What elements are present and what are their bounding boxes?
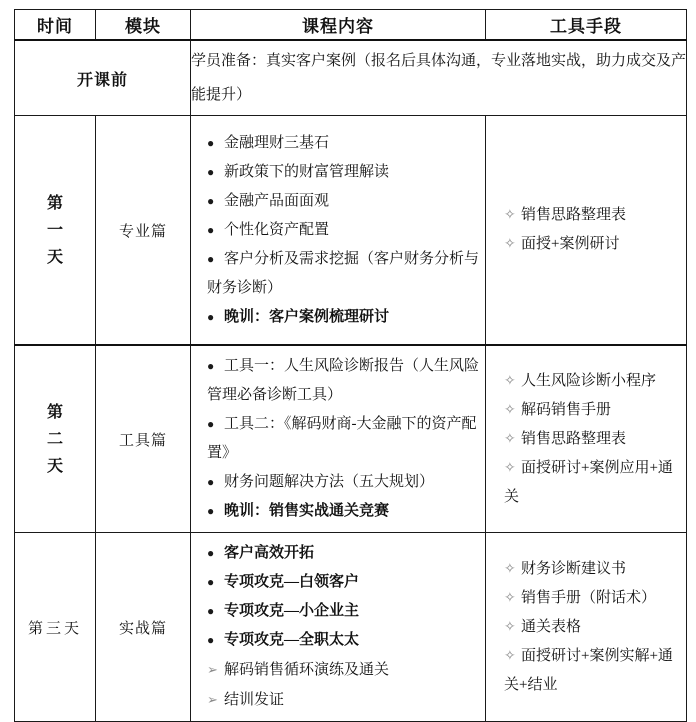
course-item bbox=[207, 245, 479, 303]
time-char: 天 bbox=[46, 248, 63, 266]
diamond-bullet-icon: ✧ bbox=[504, 208, 516, 223]
dot-bullet-icon: ● bbox=[207, 193, 215, 208]
course-cell-day-2 bbox=[191, 345, 486, 533]
time-char: 第 bbox=[46, 403, 63, 421]
dot-bullet-icon: ● bbox=[207, 359, 215, 373]
time-char: 第 bbox=[46, 194, 63, 212]
course-item-label: 工具二：《解码财商-大金融下的资产配置》 bbox=[207, 416, 477, 461]
time-label-pre-course: 开课前 bbox=[15, 40, 191, 116]
course-item-label: 金融理财三基石 bbox=[224, 134, 330, 151]
course-list-day-3 bbox=[191, 533, 485, 721]
column-header-course: 课程内容 bbox=[191, 10, 486, 41]
course-item-label: 客户分析及需求挖掘（客户财务分析与财务诊断） bbox=[207, 250, 480, 296]
tool-item-label: 面授研讨+案例实解+通关+结业 bbox=[504, 647, 673, 693]
course-item-label: 晚训：客户案例梳理研讨 bbox=[224, 308, 390, 325]
tool-item bbox=[504, 584, 680, 613]
tool-item bbox=[504, 613, 680, 642]
dot-bullet-icon: ● bbox=[207, 546, 215, 560]
tool-item-label: 面授+案例研讨 bbox=[521, 236, 620, 252]
course-item-label: 专项攻克—小企业主 bbox=[224, 603, 360, 619]
tools-cell-day-3 bbox=[486, 533, 687, 722]
course-item bbox=[207, 216, 479, 245]
course-item bbox=[207, 468, 479, 497]
course-item bbox=[207, 352, 479, 410]
course-item-label: 个性化资产配置 bbox=[224, 221, 330, 238]
tool-item-label: 面授研讨+案例应用+通关 bbox=[504, 459, 673, 505]
dot-bullet-icon: ● bbox=[207, 475, 215, 489]
course-item bbox=[207, 685, 479, 715]
course-item-label: 新政策下的财富管理解读 bbox=[224, 163, 390, 180]
tool-item bbox=[504, 201, 680, 230]
dot-bullet-icon: ● bbox=[207, 164, 215, 179]
course-item bbox=[207, 568, 479, 597]
dot-bullet-icon: ● bbox=[207, 135, 215, 150]
course-item bbox=[207, 410, 479, 468]
dot-bullet-icon: ● bbox=[207, 417, 215, 431]
course-cell-day-3 bbox=[191, 533, 486, 722]
tool-item-label: 销售思路整理表 bbox=[521, 207, 627, 223]
dot-bullet-icon: ● bbox=[207, 251, 215, 266]
module-cell-day-1 bbox=[96, 116, 191, 346]
diamond-bullet-icon: ✧ bbox=[504, 648, 516, 664]
time-char: 天 bbox=[46, 457, 63, 475]
dot-bullet-icon: ● bbox=[207, 575, 215, 589]
module-label-day-3: 实战篇 bbox=[118, 620, 167, 637]
diamond-bullet-icon: ✧ bbox=[504, 373, 516, 389]
column-header-tools: 工具手段 bbox=[486, 10, 687, 41]
tool-item-label: 人生风险诊断小程序 bbox=[521, 372, 657, 389]
tools-list-day-3 bbox=[486, 549, 686, 706]
course-item bbox=[207, 129, 479, 158]
table-row-day-3 bbox=[15, 533, 687, 722]
dot-bullet-icon: ● bbox=[207, 222, 215, 237]
tools-cell-day-2 bbox=[486, 345, 687, 533]
course-list-day-1 bbox=[191, 123, 485, 338]
tool-item-label: 财务诊断建议书 bbox=[521, 560, 627, 577]
dot-bullet-icon: ● bbox=[207, 633, 215, 647]
table-row-day-2 bbox=[15, 345, 687, 533]
tools-cell-day-1 bbox=[486, 116, 687, 346]
time-cell-day-3 bbox=[15, 533, 96, 722]
time-char: 一 bbox=[46, 221, 63, 239]
tool-item bbox=[504, 425, 680, 454]
course-cell-day-1 bbox=[191, 116, 486, 346]
table-row-day-1 bbox=[15, 116, 687, 346]
course-item bbox=[207, 539, 479, 568]
course-item bbox=[207, 158, 479, 187]
tool-item-label: 解码销售手册 bbox=[521, 401, 612, 418]
time-cell-day-2 bbox=[15, 345, 96, 533]
course-item bbox=[207, 303, 479, 332]
course-item-label: 金融产品面面观 bbox=[224, 192, 330, 209]
tools-list-day-1 bbox=[486, 195, 686, 265]
module-label-day-2: 工具篇 bbox=[118, 432, 167, 449]
content-pre-course: 学员准备：真实客户案例（报名后具体沟通，专业落地实战，助力成交及产能提升） bbox=[191, 40, 687, 116]
course-item-label: 财务问题解决方法（五大规划） bbox=[224, 474, 435, 490]
course-item-label: 专项攻克—全职太太 bbox=[224, 632, 360, 648]
column-header-time: 时间 bbox=[15, 10, 96, 41]
module-cell-day-3 bbox=[96, 533, 191, 722]
tool-item-label: 销售思路整理表 bbox=[521, 430, 627, 447]
tool-item bbox=[504, 555, 680, 584]
diamond-bullet-icon: ✧ bbox=[504, 460, 516, 476]
course-item bbox=[207, 187, 479, 216]
tool-item bbox=[504, 454, 680, 512]
dot-bullet-icon: ● bbox=[207, 604, 215, 618]
course-item-label: 晚训：销售实战通关竞赛 bbox=[224, 503, 390, 519]
table-row-pre-course bbox=[15, 40, 687, 116]
table-header-row bbox=[15, 10, 687, 41]
diamond-bullet-icon: ✧ bbox=[504, 590, 516, 606]
diamond-bullet-icon: ✧ bbox=[504, 619, 516, 635]
dot-bullet-icon: ● bbox=[207, 504, 215, 518]
course-item bbox=[207, 655, 479, 685]
tool-item bbox=[504, 230, 680, 259]
course-item bbox=[207, 597, 479, 626]
course-item-label: 结训发证 bbox=[224, 692, 285, 708]
table-body bbox=[15, 40, 687, 722]
arrow-bullet-icon: ➢ bbox=[207, 692, 218, 707]
time-cell-day-1 bbox=[15, 116, 96, 346]
dot-bullet-icon: ● bbox=[207, 309, 215, 324]
diamond-bullet-icon: ✧ bbox=[504, 561, 516, 577]
time-char: 二 bbox=[46, 430, 63, 448]
tool-item bbox=[504, 396, 680, 425]
tool-item-label: 通关表格 bbox=[521, 618, 582, 635]
time-label-day-3: 第三天 bbox=[27, 620, 82, 637]
arrow-bullet-icon: ➢ bbox=[207, 662, 218, 677]
course-list-day-2 bbox=[191, 346, 485, 532]
module-label-day-1: 专业篇 bbox=[118, 223, 167, 240]
course-item-label: 客户高效开拓 bbox=[224, 545, 315, 561]
tool-item bbox=[504, 367, 680, 396]
curriculum-table bbox=[14, 9, 687, 722]
diamond-bullet-icon: ✧ bbox=[504, 402, 516, 418]
course-item-label: 工具一：人生风险诊断报告（人生风险管理必备诊断工具） bbox=[207, 358, 480, 403]
course-item-label: 解码销售循环演练及通关 bbox=[224, 662, 390, 678]
time-label-day-2 bbox=[15, 399, 95, 480]
course-item bbox=[207, 626, 479, 655]
diamond-bullet-icon: ✧ bbox=[504, 237, 516, 252]
time-label-day-1 bbox=[15, 190, 95, 271]
course-item-label: 专项攻克—白领客户 bbox=[224, 574, 360, 590]
module-cell-day-2 bbox=[96, 345, 191, 533]
tool-item-label: 销售手册（附话术） bbox=[521, 589, 657, 606]
diamond-bullet-icon: ✧ bbox=[504, 431, 516, 447]
column-header-module: 模块 bbox=[96, 10, 191, 41]
course-item bbox=[207, 497, 479, 526]
tools-list-day-2 bbox=[486, 361, 686, 518]
